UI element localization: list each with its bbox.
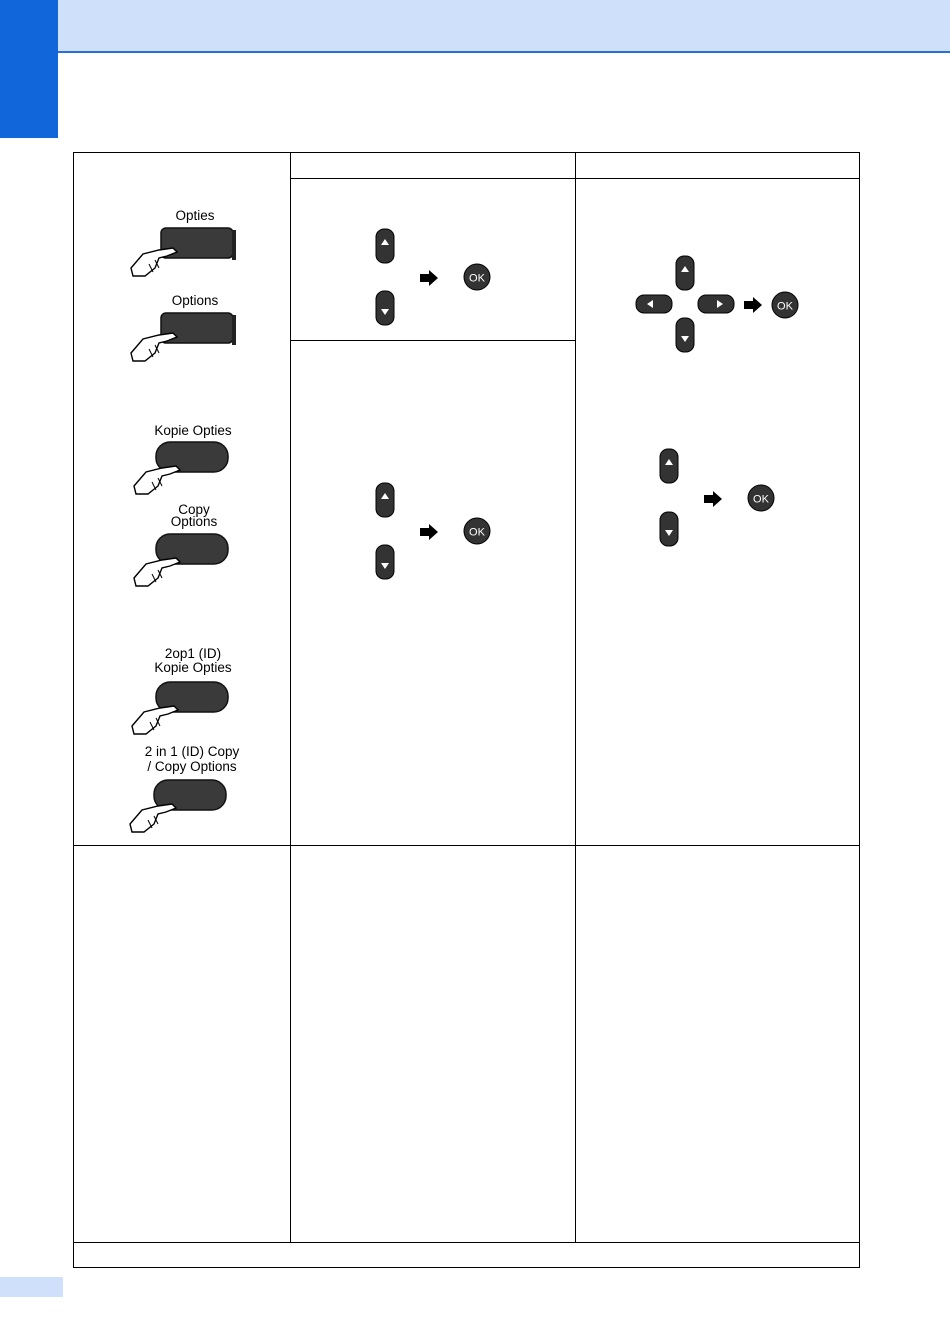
header-band (0, 0, 950, 53)
ok-button-icon[interactable] (463, 263, 491, 291)
ok-label: OK (753, 493, 769, 506)
right-key-icon[interactable] (697, 294, 735, 314)
ok-label: OK (777, 300, 793, 313)
twoin1-copy-options-button[interactable] (124, 776, 234, 834)
twoop1-label-line2: Kopie Opties (154, 660, 232, 675)
down-key-icon[interactable] (375, 544, 395, 580)
copy-options-label-line1: Copy (178, 502, 210, 517)
ok-label: OK (469, 272, 485, 285)
down-key-icon[interactable] (659, 511, 679, 547)
up-key-icon[interactable] (675, 255, 695, 291)
copy-options-button[interactable] (128, 530, 238, 588)
ok-label: OK (469, 526, 485, 539)
ok-button-icon[interactable] (463, 517, 491, 545)
kopie-opties-button[interactable] (128, 440, 238, 498)
arrow-right-icon (744, 297, 762, 313)
page-footer-tab (0, 1277, 63, 1297)
twoin1-label-line2: / Copy Options (147, 759, 237, 774)
opties-button[interactable] (125, 224, 240, 280)
left-key-icon[interactable] (635, 294, 673, 314)
options-button[interactable] (125, 309, 240, 365)
ok-button-icon[interactable] (747, 484, 775, 512)
up-key-icon[interactable] (659, 448, 679, 484)
arrow-right-icon (420, 270, 438, 286)
kopie-opties-label: Kopie Opties (154, 423, 232, 438)
twoin1-label-line1: 2 in 1 (ID) Copy (144, 744, 240, 759)
chapter-tab (0, 0, 58, 138)
options-label: Options (171, 293, 219, 308)
ok-button-icon[interactable] (771, 291, 799, 319)
opties-label: Opties (175, 208, 215, 223)
down-key-icon[interactable] (375, 290, 395, 326)
down-key-icon[interactable] (675, 317, 695, 353)
up-key-icon[interactable] (375, 482, 395, 518)
copy-options-label-line2: Options (170, 514, 218, 529)
twoop1-label-line1: 2op1 (ID) (164, 646, 222, 661)
arrow-right-icon (704, 491, 722, 507)
arrow-right-icon (420, 524, 438, 540)
twoop1-kopie-opties-button[interactable] (126, 678, 236, 736)
up-key-icon[interactable] (375, 228, 395, 264)
